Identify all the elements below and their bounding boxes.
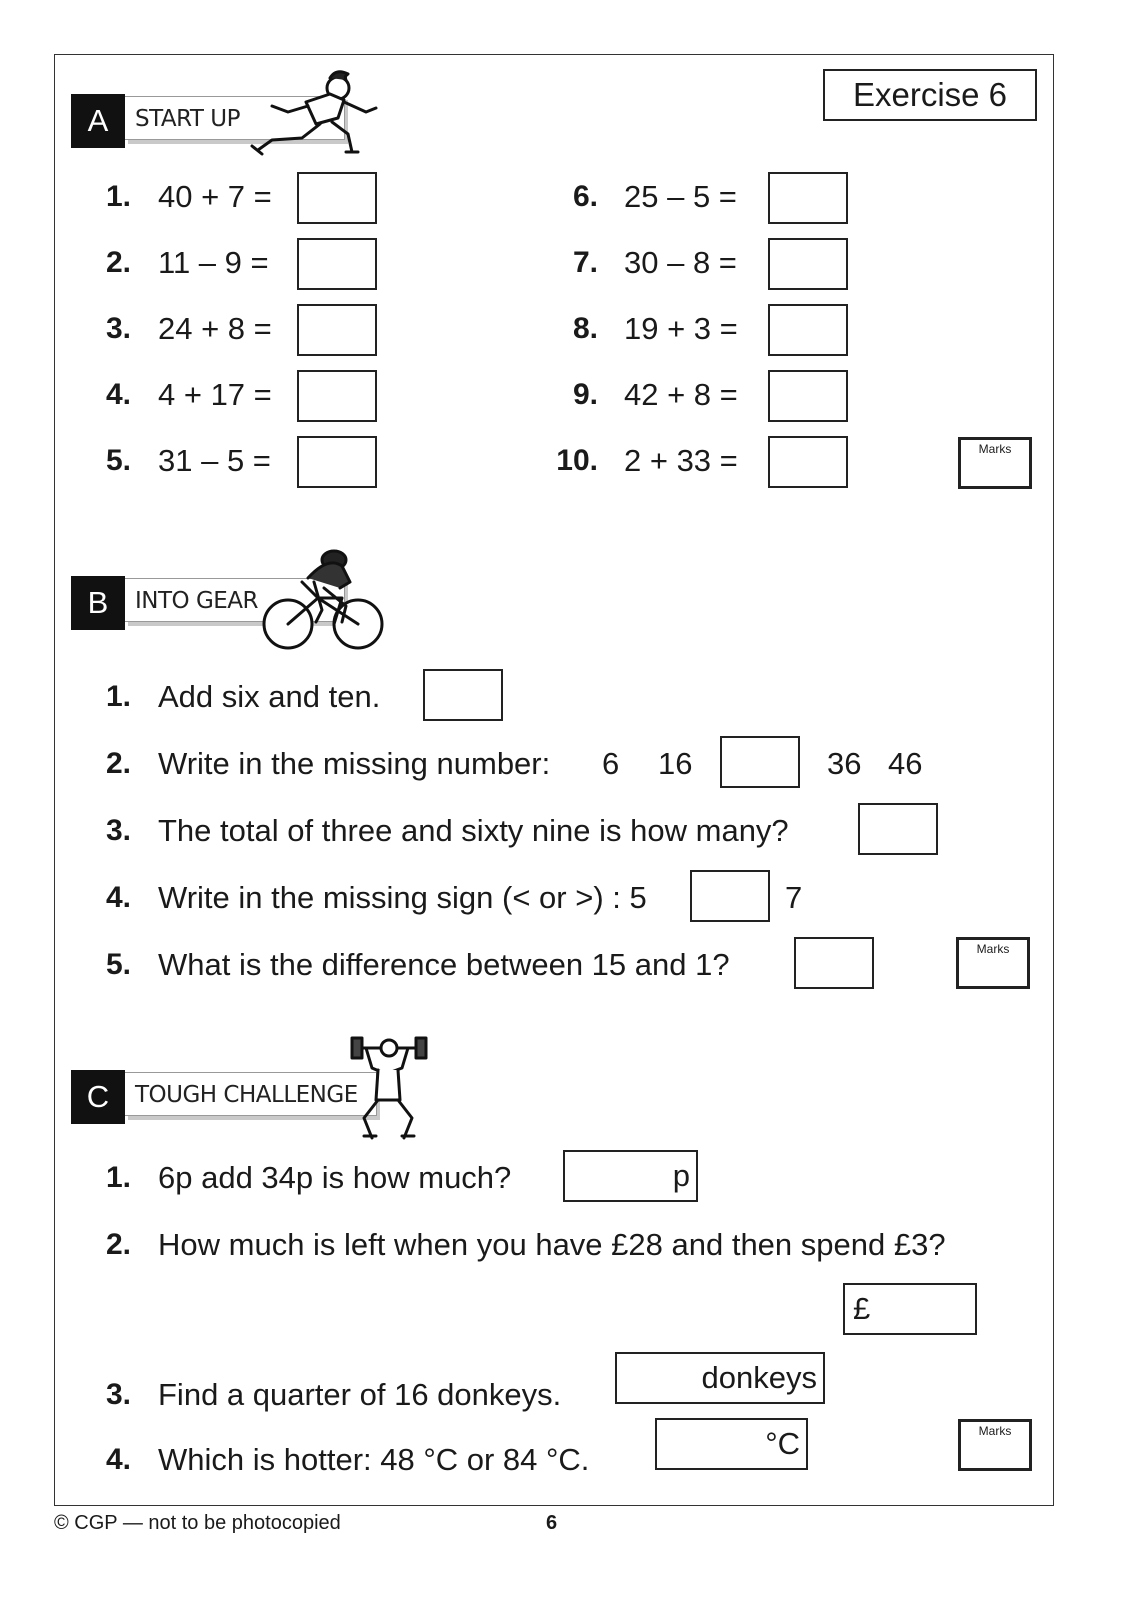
section-a-letter: A <box>71 94 125 148</box>
question-number: 2. <box>105 1228 131 1261</box>
answer-box[interactable] <box>794 937 874 989</box>
question-text: 6p add 34p is how much? <box>158 1160 512 1195</box>
section-a-title: START UP <box>125 96 345 140</box>
answer-box[interactable] <box>768 238 848 290</box>
section-c-title: TOUGH CHALLENGE <box>125 1072 377 1116</box>
question-number: 6. <box>572 180 598 213</box>
answer-box[interactable] <box>297 172 377 224</box>
section-b-title: INTO GEAR <box>125 578 345 622</box>
section-c-letter: C <box>71 1070 125 1124</box>
answer-box[interactable] <box>768 436 848 488</box>
sequence-number: 6 <box>602 746 620 781</box>
question-text: Which is hotter: 48 °C or 84 °C. <box>158 1442 590 1477</box>
question-text: 31 – 5 = <box>158 443 271 478</box>
answer-box[interactable] <box>297 436 377 488</box>
answer-box-donkeys[interactable]: donkeys <box>615 1352 825 1404</box>
question-number: 2. <box>105 747 131 780</box>
question-text: Write in the missing number: <box>158 746 551 781</box>
answer-box-pence[interactable]: p <box>563 1150 698 1202</box>
question-number: 3. <box>105 312 131 345</box>
question-text: 40 + 7 = <box>158 179 272 214</box>
marks-box[interactable]: Marks <box>958 1419 1032 1471</box>
sequence-number: 16 <box>658 746 693 781</box>
answer-box[interactable] <box>297 304 377 356</box>
answer-box-pounds[interactable]: £ <box>843 1283 977 1335</box>
marks-box[interactable]: Marks <box>958 437 1032 489</box>
question-number: 9. <box>572 378 598 411</box>
cyclist-icon <box>262 548 387 652</box>
question-text: 11 – 9 = <box>158 245 269 280</box>
question-number: 10. <box>556 444 598 477</box>
question-number: 1. <box>105 680 131 713</box>
question-number: 1. <box>105 180 131 213</box>
marks-box[interactable]: Marks <box>956 937 1030 989</box>
page-number: 6 <box>546 1512 558 1534</box>
question-text: What is the difference between 15 and 1? <box>158 947 730 982</box>
question-text: 42 + 8 = <box>624 377 738 412</box>
exercise-title: Exercise 6 <box>823 69 1037 121</box>
question-number: 1. <box>105 1161 131 1194</box>
answer-box[interactable] <box>690 870 770 922</box>
answer-box[interactable] <box>768 172 848 224</box>
question-number: 3. <box>105 814 131 847</box>
question-number: 4. <box>105 378 131 411</box>
question-text: 4 + 17 = <box>158 377 272 412</box>
question-text: Write in the missing sign (< or >) : 5 <box>158 880 647 915</box>
question-text: 19 + 3 = <box>624 311 738 346</box>
question-number: 3. <box>105 1378 131 1411</box>
answer-box-temperature[interactable]: °C <box>655 1418 808 1470</box>
question-number: 2. <box>105 246 131 279</box>
section-b-letter: B <box>71 576 125 630</box>
answer-box[interactable] <box>297 238 377 290</box>
sequence-number: 46 <box>888 746 923 781</box>
question-text: 30 – 8 = <box>624 245 737 280</box>
question-text: Add six and ten. <box>158 679 381 714</box>
question-number: 5. <box>105 444 131 477</box>
copyright-notice: © CGP — not to be photocopied <box>54 1512 341 1534</box>
answer-box[interactable] <box>768 370 848 422</box>
weightlifter-icon <box>350 1034 428 1142</box>
question-number: 5. <box>105 948 131 981</box>
sign-compare-number: 7 <box>785 880 803 915</box>
question-number: 8. <box>572 312 598 345</box>
question-text: How much is left when you have £28 and then spend £3? <box>158 1227 946 1262</box>
sequence-number: 36 <box>827 746 862 781</box>
answer-box[interactable] <box>423 669 503 721</box>
running-man-icon <box>246 66 386 158</box>
question-number: 4. <box>105 881 131 914</box>
question-number: 4. <box>105 1443 131 1476</box>
answer-box[interactable] <box>720 736 800 788</box>
question-text: Find a quarter of 16 donkeys. <box>158 1377 562 1412</box>
answer-box[interactable] <box>768 304 848 356</box>
question-text: The total of three and sixty nine is how many? <box>158 813 789 848</box>
question-text: 24 + 8 = <box>158 311 272 346</box>
question-text: 25 – 5 = <box>624 179 737 214</box>
question-text: 2 + 33 = <box>624 443 738 478</box>
answer-box[interactable] <box>297 370 377 422</box>
question-number: 7. <box>572 246 598 279</box>
answer-box[interactable] <box>858 803 938 855</box>
